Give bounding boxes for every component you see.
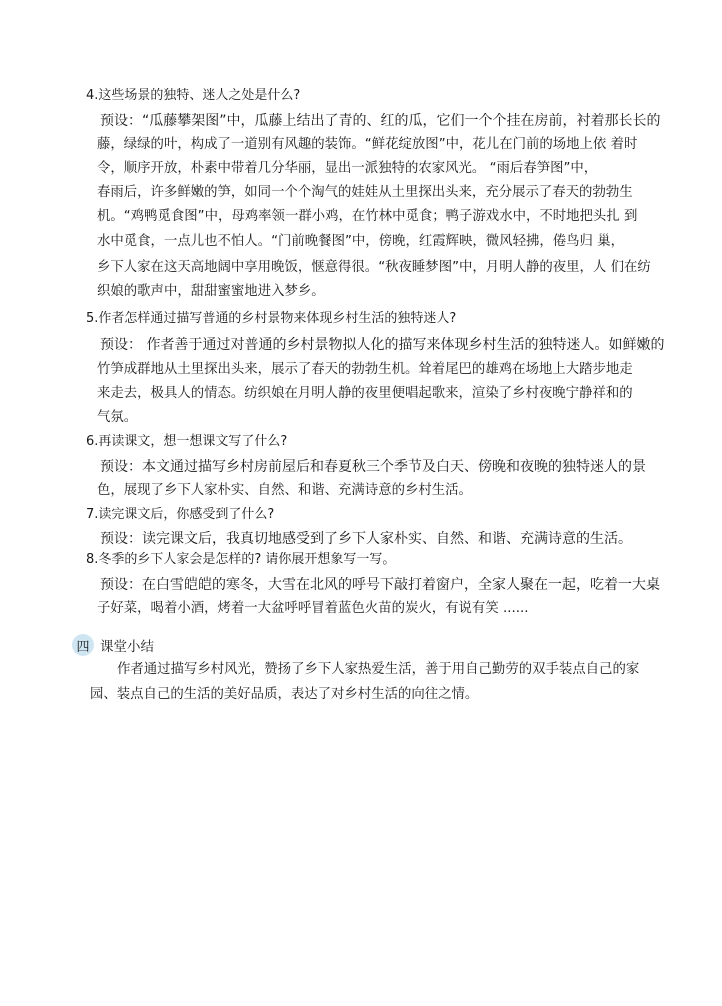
section-number-badge: 四 xyxy=(72,634,94,656)
answer-4-line-7: 乡下人家在这天高地阔中享用晚饭，惬意得很。“秋夜睡梦图”中，月明人静的夜里，人 们在纺 xyxy=(97,260,651,275)
answer-5-line-2: 竹笋成群地从土里探出头来，展示了春天的勃勃生机。耸着尾巴的雄鸡在场地上大踏步地走 xyxy=(97,362,633,377)
answer-4-line-6: 水中觅食，一点儿也不怕人。“门前晚餐图”中，傍晚，红霞辉映，微风轻拂，倦鸟归 巢， xyxy=(97,234,624,249)
question-5: 5.作者怎样通过描写普通的乡村景物来体现乡村生活的独特迷人? xyxy=(86,311,457,326)
answer-4-line-1: 预设：“瓜藤攀架图”中，瓜藤上结出了青的、红的瓜，它们一个个挂在房前，衬着那长长的 xyxy=(100,113,661,129)
answer-4-line-2: 藤，绿绿的叶，构成了一道别有风趣的装饰。“鲜花绽放图”中，花儿在门前的场地上依 着时 xyxy=(97,137,638,152)
answer-6-line-1: 预设：本文通过描写乡村房前屋后和春夏秋三个季节及白天、傍晚和夜晚的独特迷人的景 xyxy=(100,459,646,475)
answer-4-line-8: 织娘的歌声中，甜甜蜜蜜地进入梦乡。 xyxy=(97,284,325,299)
answer-8-line-1: 预设：在白雪皑皑的寒冬，大雪在北风的呼号下敲打着窗户，全家人聚在一起，吃着一大桌 xyxy=(100,577,660,593)
section-title: 课堂小结 xyxy=(100,639,154,655)
summary-line-2: 园、装点自己的生活的美好品质，表达了对乡村生活的向往之情。 xyxy=(90,687,479,702)
answer-5-line-4: 气氛。 xyxy=(97,410,138,425)
answer-5-line-3: 来走去，极具人的情态。纺织娘在月明人静的夜里便唱起歌来，渲染了乡村夜晚宁静祥和的 xyxy=(97,386,633,401)
answer-8-line-2: 子好菜，喝着小酒，烤着一大盆呼呼冒着蓝色火苗的炭火，有说有笑 ...... xyxy=(97,601,529,616)
answer-4-line-4: 春雨后，许多鲜嫩的笋，如同一个个淘气的娃娃从土里探出头来，充分展示了春天的勃勃生 xyxy=(97,185,633,200)
answer-4-line-3: 令，顺序开放，朴素中带着几分华丽，显出一派独特的农家风光。 “雨后春笋图”中， xyxy=(97,161,598,176)
summary-line-1: 作者通过描写乡村风光，赞扬了乡下人家热爱生活，善于用自己勤劳的双手装点自己的家 xyxy=(117,662,640,677)
answer-4-line-5: 机。“鸡鸭觅食图”中，母鸡率领一群小鸡，在竹林中觅食；鸭子游戏水中，不时地把头扎 到 xyxy=(97,209,638,224)
question-6: 6.再读课文，想一想课文写了什么? xyxy=(86,434,288,449)
answer-5-line-1: 预设： 作者善于通过对普通的乡村景物拟人化的描写来体现乡村生活的独特迷人。如鲜嫩的 xyxy=(100,337,665,353)
question-4: 4.这些场景的独特、迷人之处是什么? xyxy=(86,88,301,103)
question-7: 7.读完课文后，你感受到了什么? xyxy=(86,507,275,522)
answer-6-line-2: 色，展现了乡下人家朴实、自然、和谐、充满诗意的乡村生活。 xyxy=(97,483,472,498)
section-heading xyxy=(72,634,154,656)
question-8: 8.冬季的乡下人家会是怎样的? 请你展开想象写一写。 xyxy=(86,552,396,567)
answer-7-line-1: 预设：读完课文后，我真切地感受到了乡下人家朴实、自然、和谐、充满诗意的生活。 xyxy=(100,531,632,547)
